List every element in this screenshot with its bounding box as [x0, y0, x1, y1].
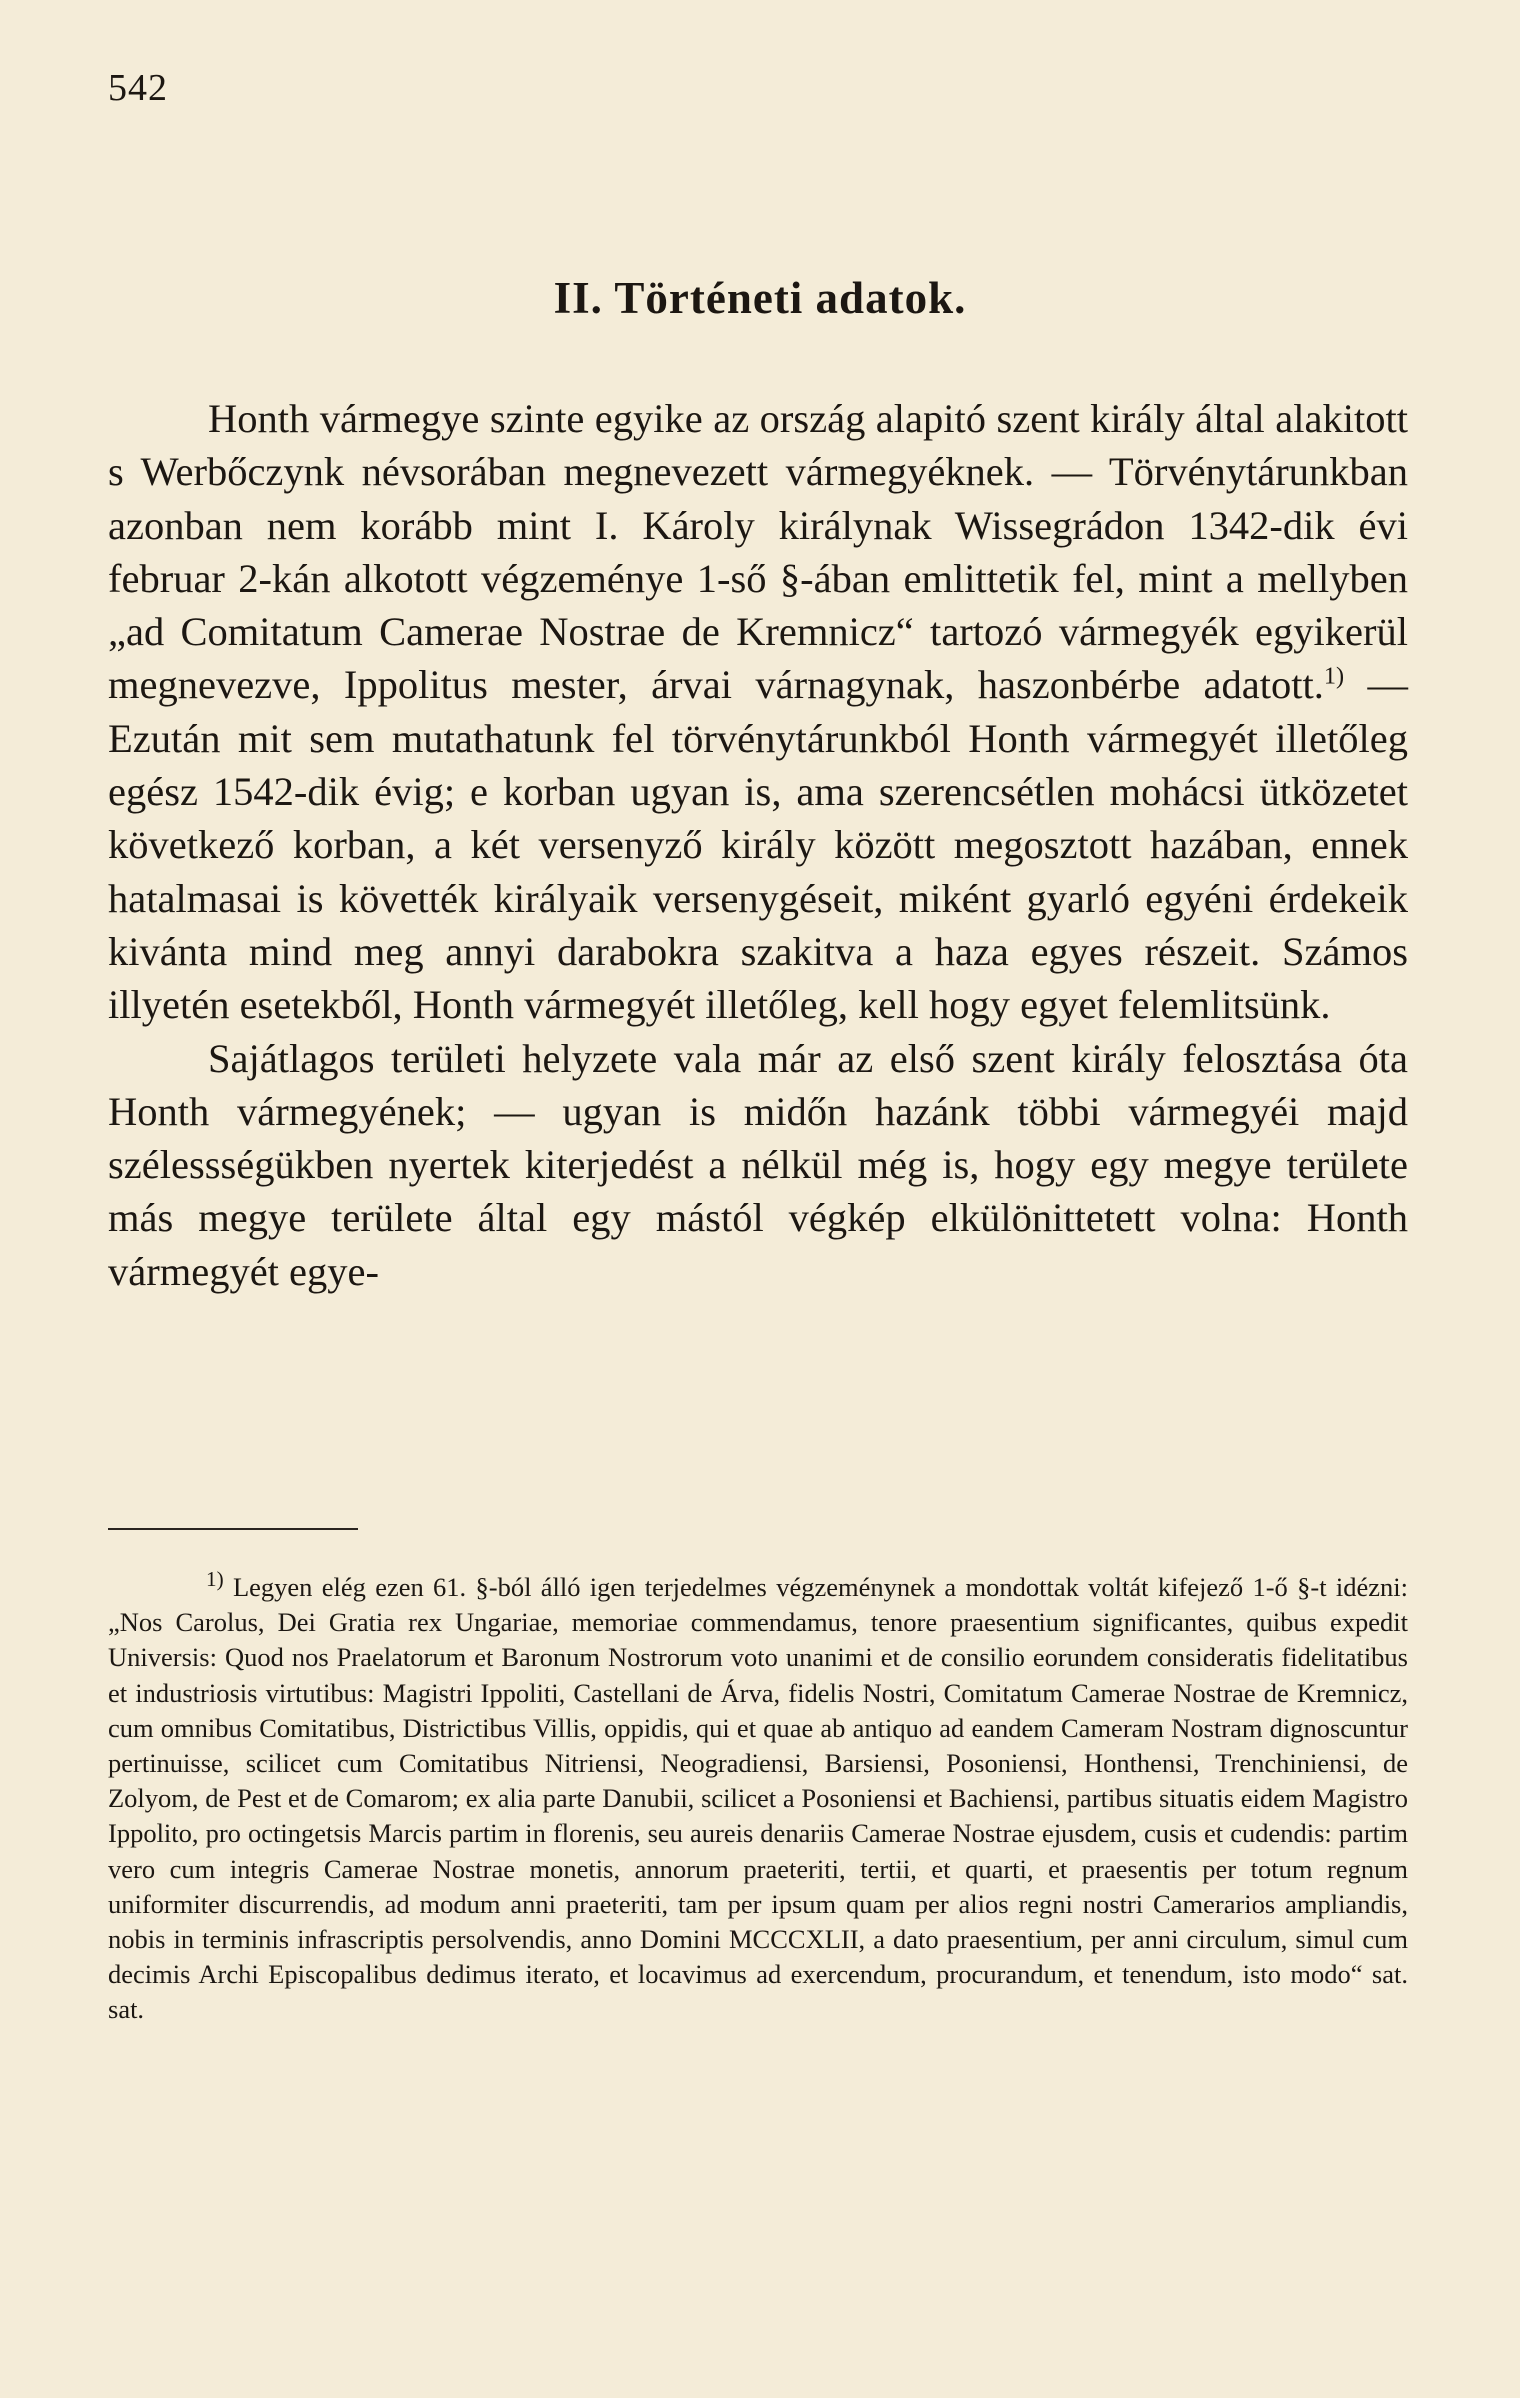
- footnote-paragraph: [108, 1567, 1408, 2028]
- paragraph-2: Sajátlagos területi helyzete vala már az első szent király felosztása óta Honth vármegyének; — ugyan is midőn hazánk többi vármegyéi majd szélessségükben nyertek kiterjedést a nélkül még is, hogy egy megye területe más megye területe által egy mástól végkép elkülönittetett volna: Honth vármegyét egye-: [108, 1035, 1408, 1294]
- footnote-marker-number: 1: [206, 1567, 217, 1592]
- section-heading: II. Történeti adatok.: [553, 273, 967, 323]
- paragraph-1: [108, 392, 1408, 1032]
- page-number: 542: [108, 67, 168, 109]
- footnote-marker: [206, 1567, 224, 1591]
- paragraph-1-text-b: — Ezután mit sem mutathatunk fel törvénytárunkból Honth vármegyét illetőleg egész 1542-dik évig; e korban ugyan is, ama szerencsétlen mohácsi ütközetet következő korban, a két versenyző király között megosztott hazában, ennek hatalmasai is követték királyaik versenygéseit, miként gyarló egyéni érdekeik kivánta mind meg annyi darabokra szakitva a haza egyes részeit. Számos illyetén esetekből, Honth vármegyét illetőleg, kell hogy egyet felemlitsünk.: [108, 662, 1409, 1028]
- footnote-reference-number: 1: [1323, 662, 1337, 690]
- paragraph-1-text-a: Honth vármegye szinte egyike az ország alapitó szent király által alakitott s Werbőczynk névsorában megnevezett vármegyéknek. — Törvénytárunkban azonban nem korább mint I. Károly királynak Wissegrádon 1342-dik évi februar 2-kán alkotott végzeménye 1-ső §-ában emlittetik fel, mint a mellyben „ad Comitatum Camerae Nostrae de Kremnicz“ tartozó vármegyék egyikerül megnevezve, Ippolitus mester, árvai várnagynak, haszonbérbe adatott.: [108, 396, 1408, 708]
- main-text: [108, 392, 1408, 1298]
- footnote-divider: [108, 1528, 358, 1530]
- footnote-reference[interactable]: [1324, 663, 1344, 690]
- footnote-reference-paren: ): [1336, 662, 1345, 690]
- footnote: [108, 1567, 1408, 2028]
- footnote-marker-paren: ): [216, 1567, 224, 1592]
- footnote-text: Legyen elég ezen 61. §-ból álló igen terjedelmes végzeménynek a mondottak voltát kifejező 1-ő §-t idézni: „Nos Carolus, Dei Gratia rex Ungariae, memoriae commendamus, tenore praesentium significantes, quibus expedit Universis: Quod nos Praelatorum et Baronum Nostrorum voto unanimi et de consilio eorundem consideratis fidelitatibus et industriosis virtutibus: Magistri Ippoliti, Castellani de Árva, fidelis Nostri, Comitatum Camerae Nostrae de Kremnicz, cum omnibus Comitatibus, Districtibus Villis, oppidis, qui et quae ab antiquo ad eandem Cameram Nostram dignoscuntur pertinuisse, scilicet cum Comitatibus Nitriensi, Neogradiensi, Barsiensi, Posoniensi, Honthensi, Trenchiniensi, de Zolyom, de Pest et de Comarom; ex alia parte Danubii, scilicet a Posoniensi et Bachiensi, partibus situatis eidem Magistro Ippolito, pro octingetsis Marcis partim in florenis, seu aureis denariis Camerae Nostrae ejusdem, cusis et cudendis: partim vero cum integris Camerae Nostrae monetis, annorum praeteriti, tertii, et quarti, et praesentis per totum regnum uniformiter discurrendis, ad modum anni praeteriti, tam per ipsum quam per alios regni nostri Camerarios ampliandis, nobis in terminis infrascriptis persolvendis, anno Domini MCCCXLII, a dato praesentium, per anni circulum, simul cum decimis Archi Episcopalibus dedimus iterato, et locavimus ad exercendum, procurandum, et tenendum, isto modo“ sat. sat.: [108, 1572, 1408, 2025]
